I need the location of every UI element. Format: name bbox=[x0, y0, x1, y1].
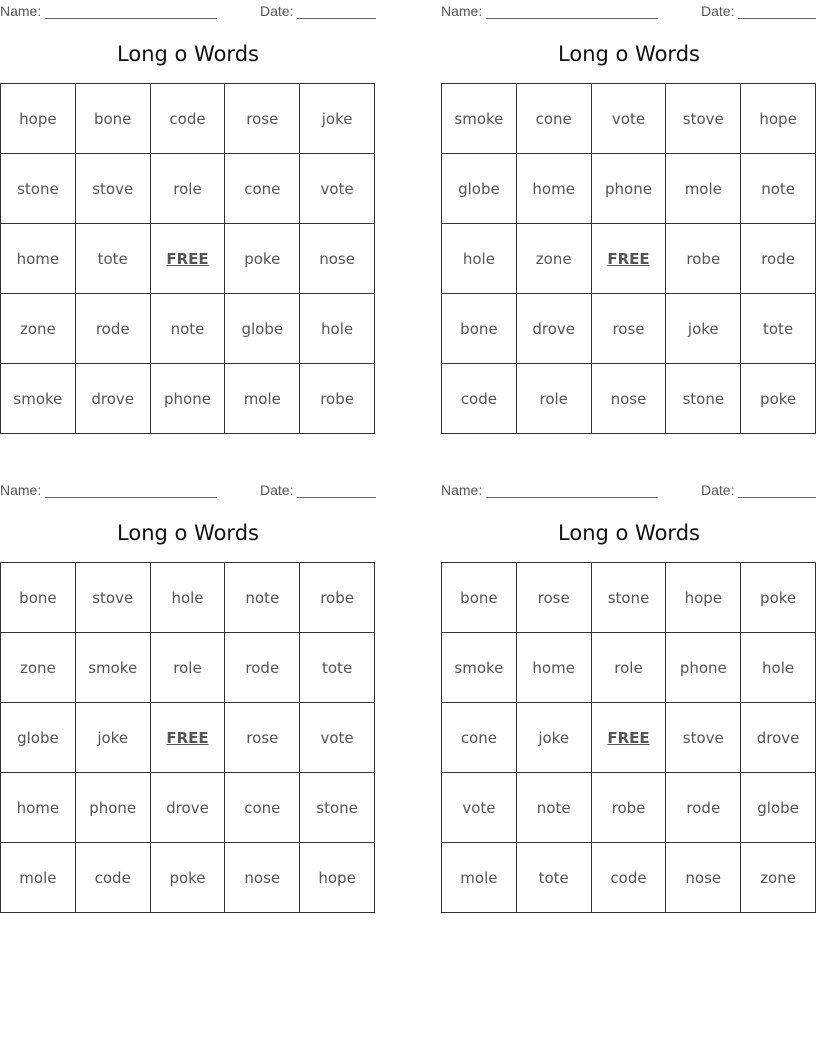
card-title: Long o Words bbox=[117, 42, 259, 66]
word-cell: stove bbox=[75, 154, 150, 224]
word-cell: joke bbox=[516, 703, 591, 773]
grid-row bbox=[1, 703, 375, 773]
name-blank-line bbox=[45, 18, 217, 19]
grid-row bbox=[442, 294, 816, 364]
word-cell: poke bbox=[741, 364, 816, 434]
word-cell: rode bbox=[666, 773, 741, 843]
word-cell: mole bbox=[666, 154, 741, 224]
date-label: Date: bbox=[260, 3, 294, 19]
word-cell: phone bbox=[75, 773, 150, 843]
word-cell: globe bbox=[442, 154, 517, 224]
bingo-card bbox=[441, 0, 816, 440]
word-cell: mole bbox=[225, 364, 300, 434]
word-cell: joke bbox=[666, 294, 741, 364]
bingo-grid bbox=[441, 83, 816, 434]
word-cell: role bbox=[150, 633, 225, 703]
name-blank-line bbox=[486, 497, 658, 498]
bingo-grid bbox=[441, 562, 816, 913]
word-cell: nose bbox=[591, 364, 666, 434]
word-cell: robe bbox=[300, 563, 375, 633]
word-cell: smoke bbox=[442, 633, 517, 703]
word-cell: home bbox=[1, 224, 76, 294]
name-date-header bbox=[441, 3, 816, 19]
word-cell: vote bbox=[300, 154, 375, 224]
date-label: Date: bbox=[701, 482, 735, 498]
word-cell: stone bbox=[666, 364, 741, 434]
word-cell: hope bbox=[741, 84, 816, 154]
grid-row bbox=[442, 154, 816, 224]
name-date-header bbox=[0, 482, 376, 498]
word-cell: zone bbox=[516, 224, 591, 294]
word-cell: stone bbox=[1, 154, 76, 224]
word-cell: phone bbox=[150, 364, 225, 434]
word-cell: mole bbox=[1, 843, 76, 913]
grid-row bbox=[1, 773, 375, 843]
word-cell: drove bbox=[741, 703, 816, 773]
word-cell: phone bbox=[666, 633, 741, 703]
word-cell: note bbox=[741, 154, 816, 224]
word-cell: smoke bbox=[442, 84, 517, 154]
name-blank-line bbox=[486, 18, 658, 19]
word-cell: stove bbox=[75, 563, 150, 633]
word-cell: code bbox=[150, 84, 225, 154]
word-cell: vote bbox=[300, 703, 375, 773]
name-label: Name: bbox=[0, 482, 42, 498]
word-cell: joke bbox=[300, 84, 375, 154]
word-cell: tote bbox=[300, 633, 375, 703]
name-label: Name: bbox=[441, 482, 483, 498]
word-cell: robe bbox=[591, 773, 666, 843]
bingo-card bbox=[441, 479, 816, 919]
bingo-grid bbox=[0, 83, 375, 434]
free-space-cell: FREE bbox=[591, 703, 666, 773]
word-cell: rose bbox=[225, 703, 300, 773]
grid-row bbox=[1, 364, 375, 434]
date-label: Date: bbox=[701, 3, 735, 19]
word-cell: mole bbox=[442, 843, 517, 913]
word-cell: globe bbox=[1, 703, 76, 773]
word-cell: home bbox=[516, 633, 591, 703]
grid-row bbox=[442, 633, 816, 703]
word-cell: rode bbox=[75, 294, 150, 364]
word-cell: bone bbox=[75, 84, 150, 154]
word-cell: cone bbox=[225, 154, 300, 224]
word-cell: zone bbox=[1, 294, 76, 364]
word-cell: cone bbox=[442, 703, 517, 773]
grid-row bbox=[442, 703, 816, 773]
word-cell: robe bbox=[300, 364, 375, 434]
word-cell: rose bbox=[591, 294, 666, 364]
date-blank-line bbox=[297, 18, 376, 19]
word-cell: code bbox=[442, 364, 517, 434]
word-cell: hope bbox=[300, 843, 375, 913]
word-cell: phone bbox=[591, 154, 666, 224]
word-cell: smoke bbox=[75, 633, 150, 703]
grid-row bbox=[442, 224, 816, 294]
date-blank-line bbox=[738, 18, 816, 19]
word-cell: nose bbox=[225, 843, 300, 913]
bingo-card bbox=[0, 0, 376, 440]
grid-row bbox=[442, 364, 816, 434]
word-cell: stove bbox=[666, 84, 741, 154]
name-label: Name: bbox=[441, 3, 483, 19]
name-date-header bbox=[0, 3, 376, 19]
word-cell: hole bbox=[741, 633, 816, 703]
bingo-grid bbox=[0, 562, 375, 913]
word-cell: rode bbox=[225, 633, 300, 703]
word-cell: role bbox=[150, 154, 225, 224]
grid-row bbox=[1, 224, 375, 294]
card-title: Long o Words bbox=[558, 42, 700, 66]
word-cell: poke bbox=[225, 224, 300, 294]
free-space-cell: FREE bbox=[150, 703, 225, 773]
word-cell: nose bbox=[300, 224, 375, 294]
word-cell: rose bbox=[516, 563, 591, 633]
word-cell: role bbox=[591, 633, 666, 703]
word-cell: zone bbox=[1, 633, 76, 703]
word-cell: rode bbox=[741, 224, 816, 294]
word-cell: note bbox=[150, 294, 225, 364]
word-cell: tote bbox=[516, 843, 591, 913]
card-title: Long o Words bbox=[558, 521, 700, 545]
word-cell: home bbox=[516, 154, 591, 224]
word-cell: stove bbox=[666, 703, 741, 773]
word-cell: drove bbox=[75, 364, 150, 434]
name-label: Name: bbox=[0, 3, 42, 19]
word-cell: bone bbox=[442, 563, 517, 633]
word-cell: vote bbox=[591, 84, 666, 154]
name-blank-line bbox=[45, 497, 217, 498]
word-cell: cone bbox=[225, 773, 300, 843]
word-cell: joke bbox=[75, 703, 150, 773]
grid-row bbox=[1, 633, 375, 703]
grid-row bbox=[442, 773, 816, 843]
word-cell: code bbox=[591, 843, 666, 913]
word-cell: globe bbox=[741, 773, 816, 843]
word-cell: bone bbox=[1, 563, 76, 633]
word-cell: home bbox=[1, 773, 76, 843]
date-blank-line bbox=[738, 497, 816, 498]
word-cell: hole bbox=[442, 224, 517, 294]
grid-row bbox=[442, 843, 816, 913]
word-cell: stone bbox=[591, 563, 666, 633]
word-cell: role bbox=[516, 364, 591, 434]
grid-row bbox=[442, 563, 816, 633]
word-cell: hope bbox=[666, 563, 741, 633]
word-cell: hope bbox=[1, 84, 76, 154]
word-cell: rose bbox=[225, 84, 300, 154]
word-cell: smoke bbox=[1, 364, 76, 434]
word-cell: vote bbox=[442, 773, 517, 843]
word-cell: stone bbox=[300, 773, 375, 843]
date-label: Date: bbox=[260, 482, 294, 498]
grid-row bbox=[1, 84, 375, 154]
free-space-cell: FREE bbox=[591, 224, 666, 294]
card-title: Long o Words bbox=[117, 521, 259, 545]
word-cell: poke bbox=[150, 843, 225, 913]
word-cell: nose bbox=[666, 843, 741, 913]
word-cell: note bbox=[516, 773, 591, 843]
word-cell: bone bbox=[442, 294, 517, 364]
word-cell: hole bbox=[300, 294, 375, 364]
word-cell: cone bbox=[516, 84, 591, 154]
word-cell: poke bbox=[741, 563, 816, 633]
bingo-card bbox=[0, 479, 376, 919]
word-cell: globe bbox=[225, 294, 300, 364]
grid-row bbox=[442, 84, 816, 154]
word-cell: drove bbox=[516, 294, 591, 364]
name-date-header bbox=[441, 482, 816, 498]
word-cell: code bbox=[75, 843, 150, 913]
grid-row bbox=[1, 563, 375, 633]
word-cell: note bbox=[225, 563, 300, 633]
grid-row bbox=[1, 154, 375, 224]
word-cell: robe bbox=[666, 224, 741, 294]
word-cell: hole bbox=[150, 563, 225, 633]
word-cell: tote bbox=[741, 294, 816, 364]
grid-row bbox=[1, 843, 375, 913]
date-blank-line bbox=[297, 497, 376, 498]
word-cell: drove bbox=[150, 773, 225, 843]
grid-row bbox=[1, 294, 375, 364]
word-cell: tote bbox=[75, 224, 150, 294]
word-cell: zone bbox=[741, 843, 816, 913]
free-space-cell: FREE bbox=[150, 224, 225, 294]
